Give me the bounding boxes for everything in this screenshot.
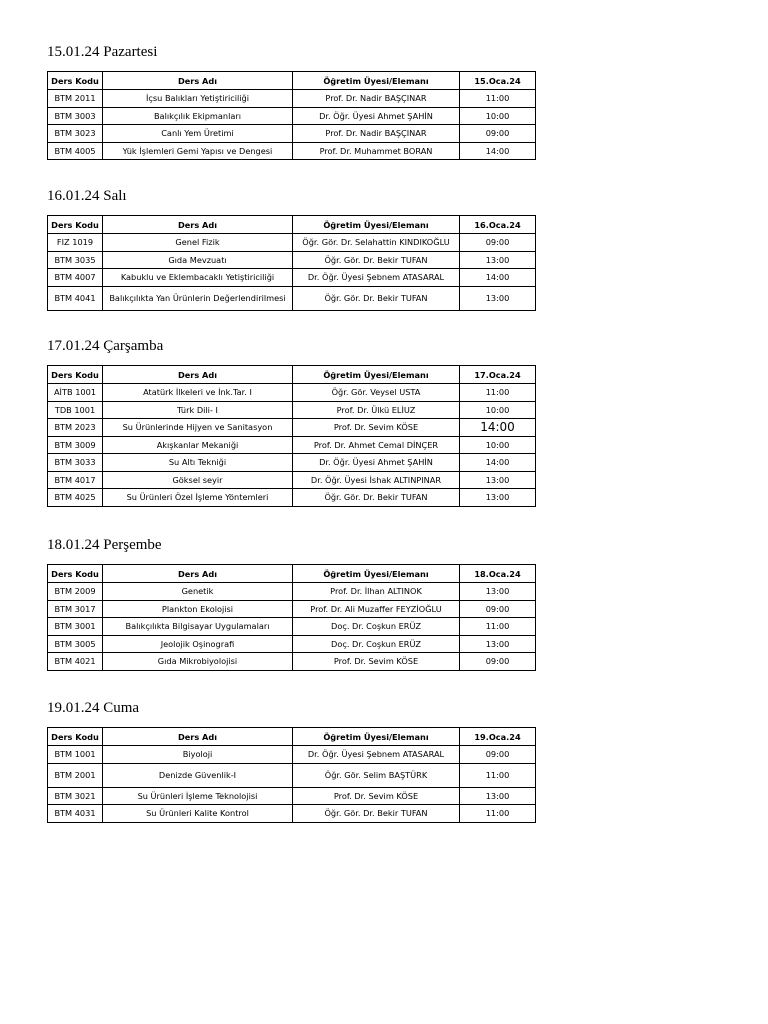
table-row — [48, 90, 536, 108]
header-course-name: Ders Adı — [103, 216, 293, 234]
course-code: BTM 3001 — [48, 618, 103, 636]
exam-time: 11:00 — [460, 805, 536, 823]
table-row — [48, 269, 536, 287]
course-code: BTM 3005 — [48, 635, 103, 653]
exam-time: 13:00 — [460, 286, 536, 310]
schedule-table — [47, 215, 536, 311]
table-row — [48, 454, 536, 472]
exam-time: 10:00 — [460, 107, 536, 125]
course-code: BTM 3017 — [48, 600, 103, 618]
schedule-table — [47, 564, 536, 671]
day-heading: 15.01.24 Pazartesi — [47, 44, 158, 60]
course-name: Su Ürünleri Kalite Kontrol — [103, 805, 293, 823]
lecturer: Doç. Dr. Coşkun ERÜZ — [293, 635, 460, 653]
exam-time: 14:00 — [460, 419, 536, 437]
course-code: BTM 4041 — [48, 286, 103, 310]
lecturer: Öğr. Gör. Dr. Bekir TUFAN — [293, 251, 460, 269]
lecturer: Prof. Dr. Nadir BAŞÇINAR — [293, 90, 460, 108]
course-code: BTM 3003 — [48, 107, 103, 125]
exam-time: 10:00 — [460, 436, 536, 454]
course-name: Canlı Yem Üretimi — [103, 125, 293, 143]
exam-time: 14:00 — [460, 269, 536, 287]
table-row — [48, 401, 536, 419]
course-name: Balıkçılıkta Yan Ürünlerin Değerlendirilmesi — [103, 286, 293, 310]
schedule-table — [47, 727, 536, 823]
course-code: BTM 3009 — [48, 436, 103, 454]
table-header-row — [48, 366, 536, 384]
course-name: Göksel seyir — [103, 471, 293, 489]
course-code: BTM 3035 — [48, 251, 103, 269]
course-code: BTM 4031 — [48, 805, 103, 823]
lecturer: Öğr. Gör. Selim BAŞTÜRK — [293, 763, 460, 787]
table-row — [48, 234, 536, 252]
course-name: Plankton Ekolojisi — [103, 600, 293, 618]
lecturer: Öğr. Gör. Dr. Bekir TUFAN — [293, 805, 460, 823]
course-code: BTM 2011 — [48, 90, 103, 108]
course-code: BTM 3021 — [48, 787, 103, 805]
lecturer: Prof. Dr. Nadir BAŞÇINAR — [293, 125, 460, 143]
day-heading: 18.01.24 Perşembe — [47, 537, 162, 553]
lecturer: Öğr. Gör. Dr. Bekir TUFAN — [293, 286, 460, 310]
exam-time: 09:00 — [460, 653, 536, 671]
exam-time: 09:00 — [460, 125, 536, 143]
course-code: BTM 1001 — [48, 746, 103, 764]
header-course-code: Ders Kodu — [48, 366, 103, 384]
exam-time: 11:00 — [460, 384, 536, 402]
header-lecturer: Öğretim Üyesi/Elemanı — [293, 366, 460, 384]
header-course-name: Ders Adı — [103, 366, 293, 384]
exam-time: 13:00 — [460, 787, 536, 805]
lecturer: Dr. Öğr. Üyesi İshak ALTINPINAR — [293, 471, 460, 489]
table-header-row — [48, 72, 536, 90]
course-name: Genel Fizik — [103, 234, 293, 252]
course-code: BTM 2009 — [48, 583, 103, 601]
header-course-name: Ders Adı — [103, 72, 293, 90]
exam-time: 13:00 — [460, 251, 536, 269]
table-row — [48, 600, 536, 618]
exam-time: 11:00 — [460, 618, 536, 636]
course-name: Atatürk İlkeleri ve İnk.Tar. I — [103, 384, 293, 402]
header-course-name: Ders Adı — [103, 728, 293, 746]
table-row — [48, 142, 536, 160]
course-code: BTM 4021 — [48, 653, 103, 671]
exam-time: 14:00 — [460, 142, 536, 160]
lecturer: Prof. Dr. Sevim KÖSE — [293, 419, 460, 437]
lecturer: Prof. Dr. İlhan ALTINOK — [293, 583, 460, 601]
course-name: İçsu Balıkları Yetiştiriciliği — [103, 90, 293, 108]
day-heading: 16.01.24 Salı — [47, 188, 127, 204]
course-name: Su Ürünleri İşleme Teknolojisi — [103, 787, 293, 805]
course-name: Biyoloji — [103, 746, 293, 764]
course-name: Türk Dili- I — [103, 401, 293, 419]
lecturer: Prof. Dr. Sevim KÖSE — [293, 787, 460, 805]
day-heading: 17.01.24 Çarşamba — [47, 338, 164, 354]
table-row — [48, 489, 536, 507]
table-row — [48, 746, 536, 764]
table-row — [48, 787, 536, 805]
table-row — [48, 471, 536, 489]
lecturer: Doç. Dr. Coşkun ERÜZ — [293, 618, 460, 636]
course-code: BTM 3023 — [48, 125, 103, 143]
table-row — [48, 125, 536, 143]
course-code: BTM 4007 — [48, 269, 103, 287]
course-name: Akışkanlar Mekaniği — [103, 436, 293, 454]
course-code: FIZ 1019 — [48, 234, 103, 252]
header-date: 18.Oca.24 — [460, 565, 536, 583]
course-code: BTM 3033 — [48, 454, 103, 472]
header-course-name: Ders Adı — [103, 565, 293, 583]
header-date: 17.Oca.24 — [460, 366, 536, 384]
course-name: Balıkçılıkta Bilgisayar Uygulamaları — [103, 618, 293, 636]
day-heading: 19.01.24 Cuma — [47, 700, 140, 716]
header-course-code: Ders Kodu — [48, 216, 103, 234]
exam-time: 14:00 — [460, 454, 536, 472]
course-name: Balıkçılık Ekipmanları — [103, 107, 293, 125]
header-lecturer: Öğretim Üyesi/Elemanı — [293, 728, 460, 746]
lecturer: Prof. Dr. Sevim KÖSE — [293, 653, 460, 671]
course-name: Yük İşlemleri Gemi Yapısı ve Dengesi — [103, 142, 293, 160]
exam-time: 10:00 — [460, 401, 536, 419]
exam-time: 11:00 — [460, 90, 536, 108]
table-row — [48, 583, 536, 601]
table-row — [48, 763, 536, 787]
header-date: 16.Oca.24 — [460, 216, 536, 234]
course-code: BTM 4025 — [48, 489, 103, 507]
course-code: BTM 2001 — [48, 763, 103, 787]
lecturer: Prof. Dr. Ülkü ELİUZ — [293, 401, 460, 419]
header-date: 19.Oca.24 — [460, 728, 536, 746]
course-code: BTM 4005 — [48, 142, 103, 160]
course-name: Gıda Mikrobiyolojisi — [103, 653, 293, 671]
lecturer: Prof. Dr. Muhammet BORAN — [293, 142, 460, 160]
header-lecturer: Öğretim Üyesi/Elemanı — [293, 72, 460, 90]
course-name: Denizde Güvenlik-I — [103, 763, 293, 787]
exam-time: 11:00 — [460, 763, 536, 787]
table-row — [48, 635, 536, 653]
course-name: Su Ürünleri Özel İşleme Yöntemleri — [103, 489, 293, 507]
exam-time: 09:00 — [460, 234, 536, 252]
course-name: Su Altı Tekniği — [103, 454, 293, 472]
course-code: BTM 2023 — [48, 419, 103, 437]
exam-time: 13:00 — [460, 471, 536, 489]
lecturer: Dr. Öğr. Üyesi Ahmet ŞAHİN — [293, 454, 460, 472]
course-name: Genetik — [103, 583, 293, 601]
lecturer: Öğr. Gör. Veysel USTA — [293, 384, 460, 402]
lecturer: Dr. Öğr. Üyesi Ahmet ŞAHİN — [293, 107, 460, 125]
exam-time: 13:00 — [460, 489, 536, 507]
course-code: AİTB 1001 — [48, 384, 103, 402]
exam-time: 13:00 — [460, 583, 536, 601]
course-name: Jeolojik Oşinografi — [103, 635, 293, 653]
header-course-code: Ders Kodu — [48, 728, 103, 746]
exam-time: 13:00 — [460, 635, 536, 653]
lecturer: Prof. Dr. Ahmet Cemal DİNÇER — [293, 436, 460, 454]
header-lecturer: Öğretim Üyesi/Elemanı — [293, 565, 460, 583]
header-lecturer: Öğretim Üyesi/Elemanı — [293, 216, 460, 234]
schedule-table — [47, 71, 536, 160]
header-date: 15.Oca.24 — [460, 72, 536, 90]
schedule-table — [47, 365, 536, 507]
table-row — [48, 251, 536, 269]
course-name: Kabuklu ve Eklembacaklı Yetiştiriciliği — [103, 269, 293, 287]
table-header-row — [48, 216, 536, 234]
table-row — [48, 653, 536, 671]
table-row — [48, 107, 536, 125]
table-row — [48, 286, 536, 310]
lecturer: Öğr. Gör. Dr. Selahattin KINDIKOĞLU — [293, 234, 460, 252]
table-row — [48, 419, 536, 437]
course-code: TDB 1001 — [48, 401, 103, 419]
table-header-row — [48, 728, 536, 746]
table-row — [48, 436, 536, 454]
header-course-code: Ders Kodu — [48, 565, 103, 583]
course-code: BTM 4017 — [48, 471, 103, 489]
table-header-row — [48, 565, 536, 583]
exam-time: 09:00 — [460, 600, 536, 618]
lecturer: Prof. Dr. Ali Muzaffer FEYZİOĞLU — [293, 600, 460, 618]
exam-time: 09:00 — [460, 746, 536, 764]
course-name: Su Ürünlerinde Hijyen ve Sanitasyon — [103, 419, 293, 437]
lecturer: Dr. Öğr. Üyesi Şebnem ATASARAL — [293, 746, 460, 764]
table-row — [48, 384, 536, 402]
table-row — [48, 805, 536, 823]
table-row — [48, 618, 536, 636]
lecturer: Öğr. Gör. Dr. Bekir TUFAN — [293, 489, 460, 507]
lecturer: Dr. Öğr. Üyesi Şebnem ATASARAL — [293, 269, 460, 287]
header-course-code: Ders Kodu — [48, 72, 103, 90]
course-name: Gıda Mevzuatı — [103, 251, 293, 269]
